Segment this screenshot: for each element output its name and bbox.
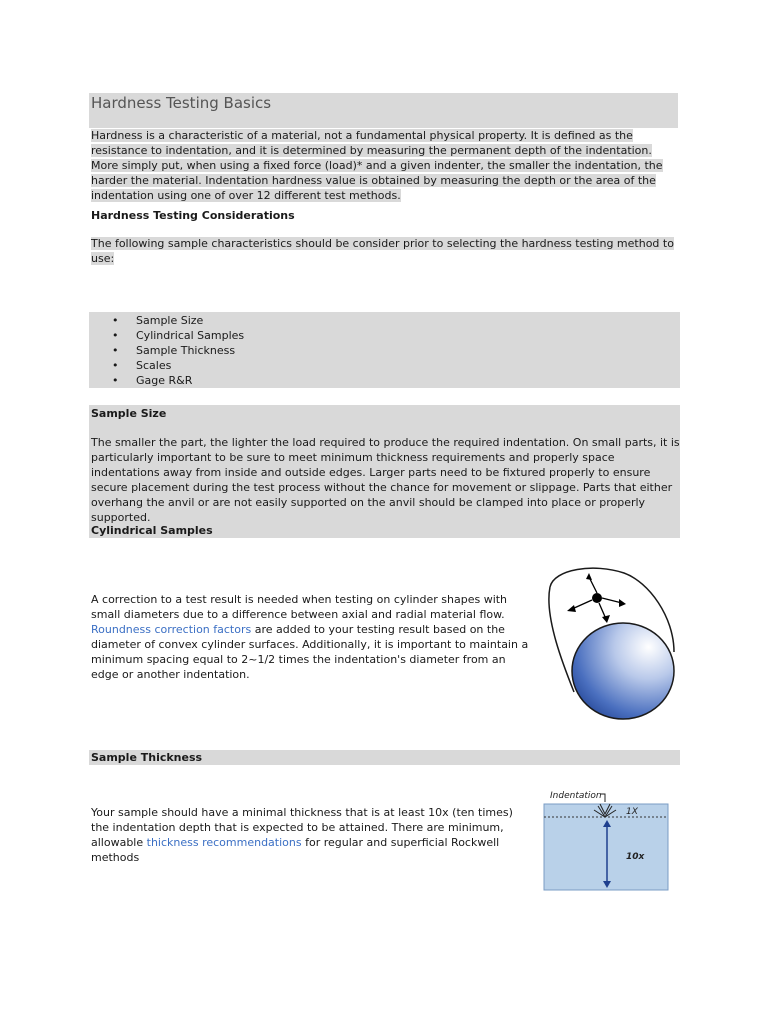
- figure-label-1x: 1X: [626, 807, 638, 817]
- intro-paragraph: [91, 128, 676, 203]
- page-title: Hardness Testing Basics: [91, 94, 272, 112]
- thickness-text-before: Your sample should have a minimal thickness that is at least 10x (ten times) the indentation depth that is expected to be attained. There are minimum, allowable: [91, 806, 513, 849]
- considerations-text: The following sample characteristics should be consider prior to selecting the hardness testing method to use:: [91, 237, 674, 265]
- list-item: • Sample Size: [91, 313, 244, 328]
- sample-size-heading: Sample Size: [91, 407, 167, 420]
- cylindrical-text-before: A correction to a test result is needed when testing on cylinder shapes with small diameters due to a difference between axial and radial material flow.: [91, 593, 508, 621]
- figure-label-indentation: Indentation: [550, 791, 602, 801]
- considerations-paragraph: [91, 236, 676, 266]
- considerations-list: [91, 313, 244, 388]
- cylindrical-text-after: are added to your testing result based on the diameter of convex cylinder surfaces. Additionally, it is important to maintain a minimum spacing equal to 2~1/2 times the indentation's diameter from an edge or another indentation.: [91, 623, 529, 681]
- cylindrical-heading: Cylindrical Samples: [91, 524, 213, 537]
- sample-size-paragraph: The smaller the part, the lighter the load required to produce the required indentation. On small parts, it is particularly important to be sure to meet minimum thickness requirements and properly space indentations away from inside and outside edges. Larger parts need to be fixtured properly to ensure secure placement during the test process without the chance for movement or slippage. Parts that either overhang the anvil or are not easily supported on the anvil should be clamped into place or properly supported.: [91, 436, 680, 524]
- list-item: • Sample Thickness: [91, 343, 244, 358]
- thickness-heading: Sample Thickness: [91, 751, 203, 764]
- list-item: • Gage R&R: [91, 373, 244, 388]
- intro-text: Hardness is a characteristic of a material, not a fundamental physical property. It is defined as the resistance to indentation, and it is determined by measuring the permanent depth of the indentation. More simply put, when using a fixed force (load)* and a given indenter, the smaller the indentation, the harder the material. Indentation hardness value is obtained by measuring the depth or the area of the indentation using one of over 12 different test methods.: [91, 129, 663, 202]
- thickness-figure: [542, 786, 670, 894]
- thickness-text-after: for regular and superficial Rockwell methods: [91, 836, 500, 864]
- list-item: • Scales: [91, 358, 244, 373]
- roundness-correction-link[interactable]: Roundness correction factors: [91, 623, 252, 636]
- considerations-heading: Hardness Testing Considerations: [91, 209, 295, 222]
- list-item: • Cylindrical Samples: [91, 328, 244, 343]
- cylindrical-paragraph: [91, 592, 531, 682]
- figure-label-10x: 10x: [626, 852, 645, 862]
- thickness-recommendations-link[interactable]: thickness recommendations: [146, 836, 302, 849]
- thickness-paragraph: [91, 805, 521, 865]
- cylinder-figure: [534, 557, 680, 727]
